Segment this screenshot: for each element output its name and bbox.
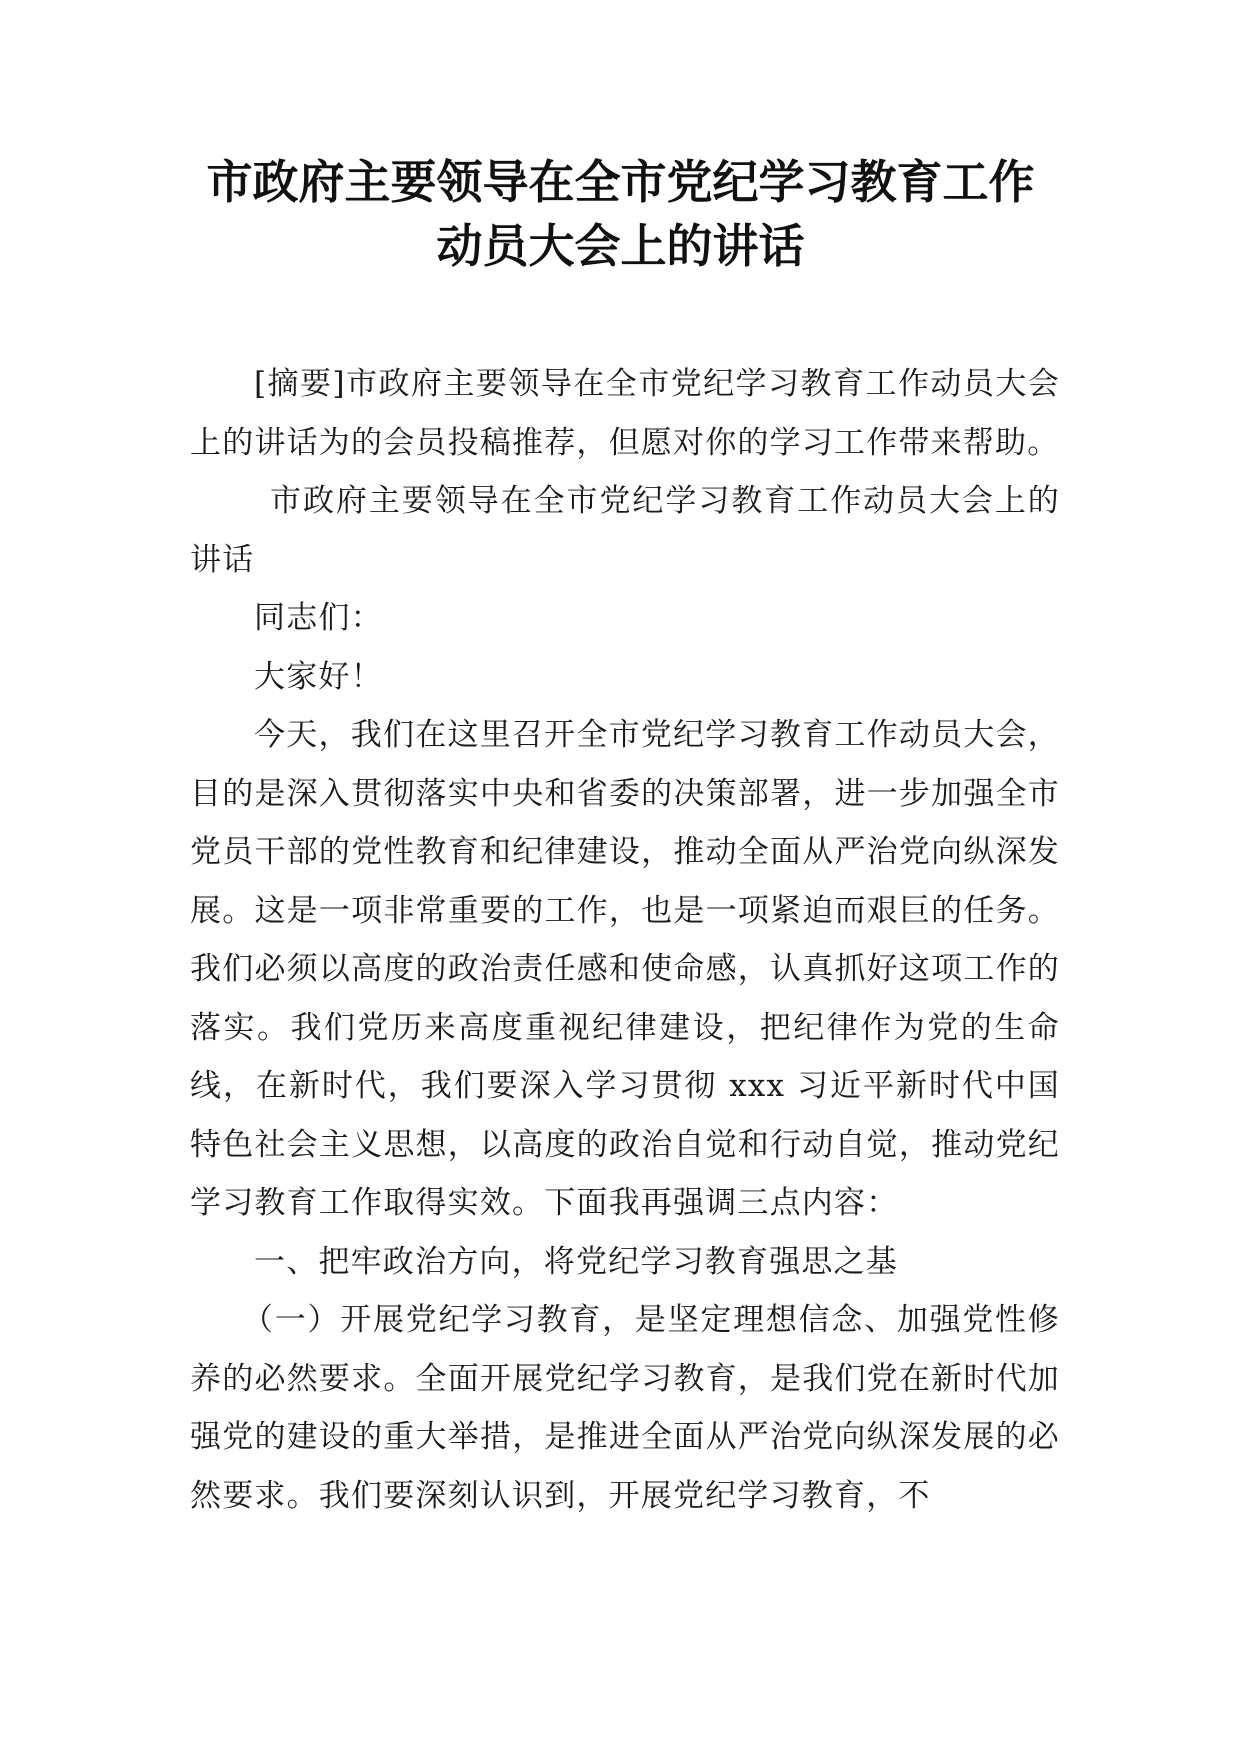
document-body: [190, 355, 1060, 1525]
subsection-paragraph: （一）开展党纪学习教育，是坚定理想信念、加强党性修养的必然要求。全面开展党纪学习教育，是我们党在新时代加强党的建设的重大举措，是推进全面从严治党向纵深发展的必然要求。我们要深刻认识到，开展党纪学习教育，不: [190, 1302, 1060, 1514]
body-paragraph: 今天，我们在这里召开全市党纪学习教育工作动员大会，目的是深入贯彻落实中央和省委的决策部署，进一步加强全市党员干部的党性教育和纪律建设，推动全面从严治党向纵深发展。这是一项非常重要的工作，也是一项紧迫而艰巨的任务。我们必须以高度的政治责任感和使命感，认真抓好这项工作的落实。我们党历来高度重视纪律建设，把纪律作为党的生命线，在新时代，我们要深入学习贯彻 xxx 习近平新时代中国特色社会主义思想，以高度的政治自觉和行动自觉，推动党纪学习教育工作取得实效。下面我再强调三点内容：: [190, 717, 1060, 1221]
title-line-2: 动员大会上的讲话: [436, 219, 805, 273]
salutation: 同志们：: [254, 600, 383, 636]
greeting: 大家好！: [254, 658, 383, 695]
subtitle-paragraph: 市政府主要领导在全市党纪学习教育工作动员大会上的讲话: [190, 483, 1060, 578]
section-heading: 一、把牢政治方向，将党纪学习教育强思之基: [254, 1243, 898, 1280]
title-line-1: 市政府主要领导在全市党纪学习教育工作: [206, 155, 1035, 209]
abstract-paragraph: [摘要]市政府主要领导在全市党纪学习教育工作动员大会上的讲话为的会员投稿推荐，但愿对你的学习工作带来帮助。: [190, 366, 1060, 461]
document-title: [120, 150, 1121, 278]
